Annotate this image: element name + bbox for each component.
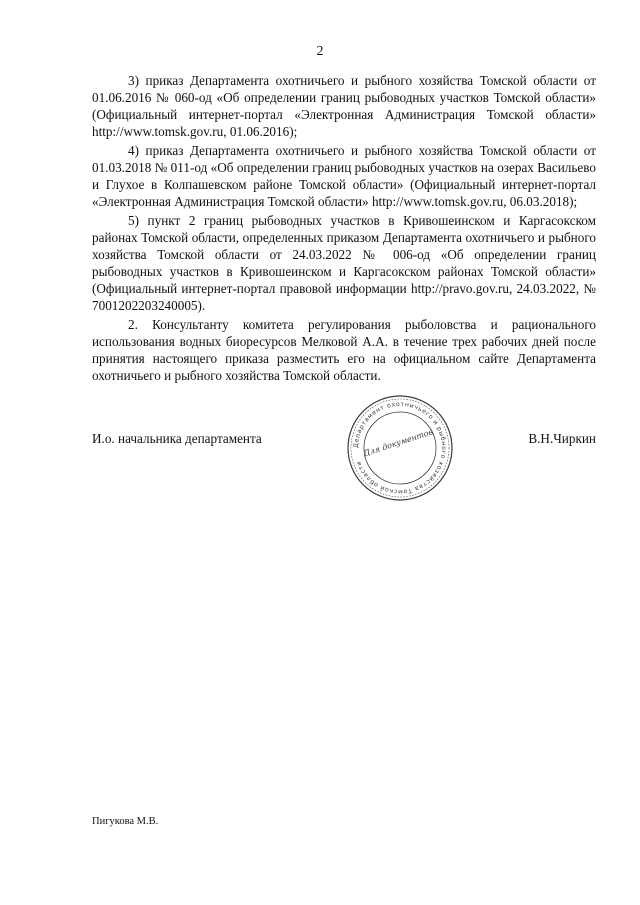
official-stamp-icon: [345, 393, 455, 503]
stamp-center-text: Для документов: [362, 427, 435, 459]
paragraph-clause-2: 2. Консультанту комитета регулирования рыболовства и рационального использования водных биоресурсов Мелковой А.А. в течение трех рабочих дней после принятия настоящего приказа разместить его на официальном сайте Департамента охотничьего и рыбного хозяйства Томской области.: [92, 317, 596, 383]
paragraph-item-5: 5) пункт 2 границ рыбоводных участков в Кривошеинском и Каргасокском районах Томской области, определенных приказом Департамента охотничьего и рыбного хозяйства Томской области от 24.03.2022 № 006-од «Об определении границ рыбоводных участков в Кривошеинском и Каргасокском районах Томской области» (Официальный интернет-портал правовой информации http://pravo.gov.ru, 24.03.2022, № 7001202203240005).: [92, 213, 596, 313]
signatory-name: В.Н.Чиркин: [528, 431, 596, 446]
paragraph-item-3: 3) приказ Департамента охотничьего и рыбного хозяйства Томской области от 01.06.2016 № 060-од «Об определении границ рыбоводных участков Томской области» (Официальный интернет-портал «Электронная Администрация Томской области» http://www.tomsk.gov.ru, 01.06.2016);: [92, 73, 596, 139]
signature-block: [92, 431, 596, 451]
page-number: 2: [316, 44, 324, 59]
signatory-position: И.о. начальника департамента: [92, 431, 262, 446]
paragraph-item-4: 4) приказ Департамента охотничьего и рыбного хозяйства Томской области от 01.03.2018 № 011-од «Об определении границ рыбоводных участков на озерах Васильево и Глухое в Колпашевском районе Томской области» (Официальный интернет-портал «Электронная Администрация Томской области» http://www.tomsk.gov.ru, 06.03.2018);: [92, 143, 596, 209]
document-body: [92, 72, 596, 384]
stamp-ring-text: Департамент охотничьего и рыбного хозяйства Томской области: [352, 400, 448, 496]
executor-name: Пигукова М.В.: [92, 816, 159, 827]
